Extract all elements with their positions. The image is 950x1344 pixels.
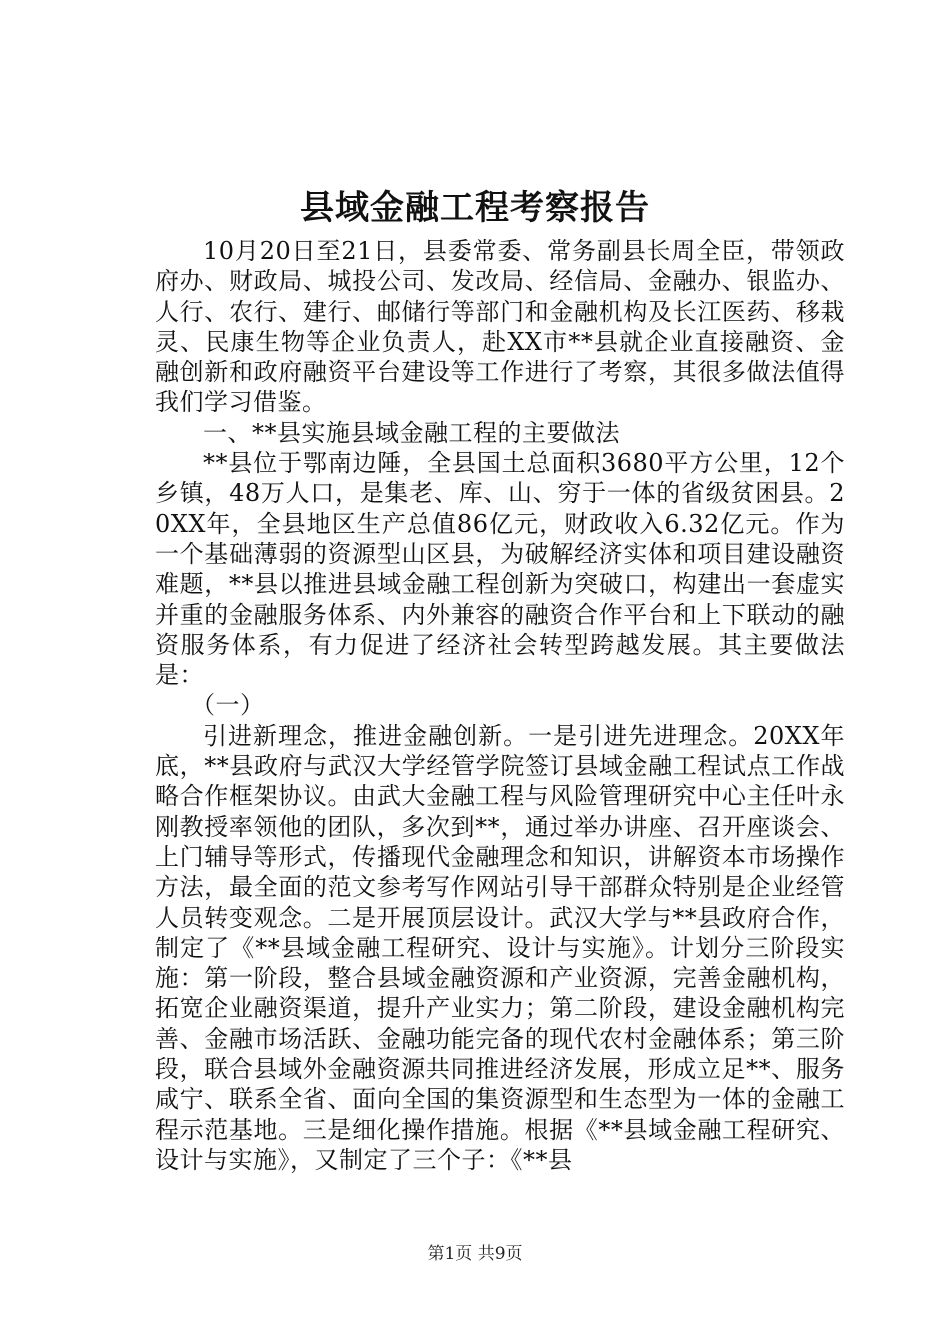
document-body: [155, 236, 845, 1175]
section-heading: 一、**县实施县域金融工程的主要做法: [203, 418, 620, 447]
intro-paragraph: 10月20日至21日，县委常委、常务副县长周全臣，带领政府办、财政局、城投公司、发改局、经信局、金融办、银监办、人行、农行、建行、邮储行等部门和金融机构及长江医药、移栽灵、民康生物等企业负责人，赴XX市**县就企业直接融资、金融创新和政府融资平台建设等工作进行了考察，其很多做法值得我们学习借鉴。: [155, 237, 845, 417]
practice-paragraph: 引进新理念，推进金融创新。一是引进先进理念。20XX年底，**县政府与武汉大学经管学院签订县域金融工程试点工作战略合作框架协议。由武大金融工程与风险管理研究中心主任叶永刚教授率领他的团队，多次到**，通过举办讲座、召开座谈会、上门辅导等形式，传播现代金融理念和知识，讲解资本市场操作方法，最全面的范文参考写作网站引导干部群众特别是企业经管人员转变观念。二是开展顶层设计。武汉大学与**县政府合作，制定了《**县域金融工程研究、设计与实施》。计划分三阶段实施：第一阶段，整合县域金融资源和产业资源，完善金融机构，拓宽企业融资渠道，提升产业实力；第二阶段，建设金融机构完善、金融市场活跃、金融功能完备的现代农村金融体系；第三阶段，联合县域外金融资源共同推进经济发展，形成立足**、服务咸宁、联系全省、面向全国的集资源型和生态型为一体的金融工程示范基地。三是细化操作措施。根据《**县域金融工程研究、设计与实施》，又制定了三个子：《**县: [155, 721, 845, 1174]
background-paragraph: **县位于鄂南边陲，全县国土总面积3680平方公里，12个乡镇，48万人口，是集老、库、山、穷于一体的省级贫困县。20XX年，全县地区生产总值86亿元，财政收入6.32亿元。作为一个基础薄弱的资源型山区县，为破解经济实体和项目建设融资难题，**县以推进县域金融工程创新为突破口，构建出一套虚实并重的金融服务体系、内外兼容的融资合作平台和上下联动的融资服务体系，有力促进了经济社会转型跨越发展。其主要做法是：: [155, 449, 845, 690]
page-footer: 第1页 共9页: [427, 1244, 523, 1264]
subsection-marker: （一）: [191, 691, 265, 720]
document-title: 县域金融工程考察报告: [300, 188, 650, 228]
